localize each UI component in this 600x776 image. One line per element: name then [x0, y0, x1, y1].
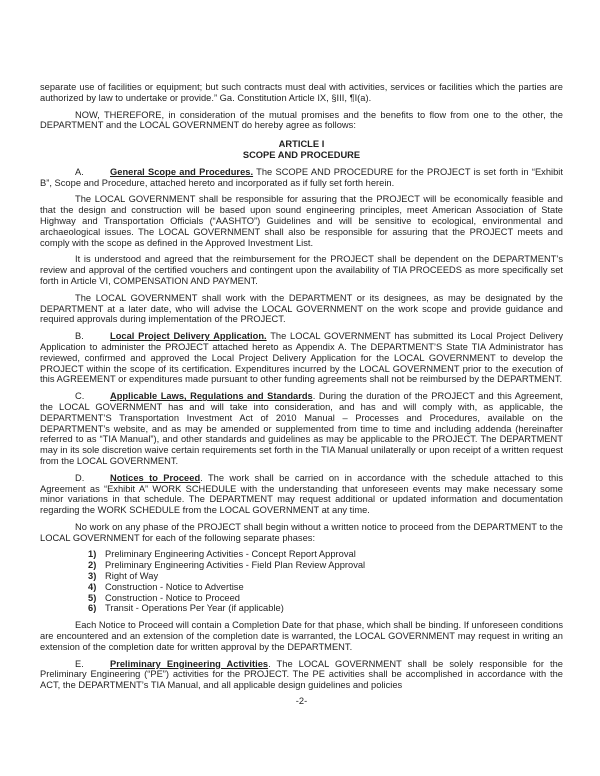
section-c-heading: Applicable Laws, Regulations and Standards — [110, 391, 313, 402]
section-a — [40, 167, 563, 189]
paragraph-reimbursement: It is understood and agreed that the reimbursement for the PROJECT shall be dependent on the DEPARTMENT’s review and approval of the certified vouchers and contingent upon the availability of TIA PROCEEDS as more specifically set forth in Article VI, COMPENSATION AND PAYMENT. — [40, 254, 563, 286]
phase-item — [88, 560, 563, 571]
paragraph-each-notice: Each Notice to Proceed will contain a Completion Date for that phase, which shall be binding. If unforeseen conditions are encountered and an extension of the completion date is warranted, the LOCAL GOVERNMENT may request in writing an extension of the completion date for written approval by the DEPARTMENT. — [40, 620, 563, 652]
phase-number: 4) — [88, 581, 97, 592]
phase-item — [88, 603, 563, 614]
phase-text: Preliminary Engineering Activities - Concept Report Approval — [105, 549, 356, 560]
section-b — [40, 331, 563, 385]
section-e — [40, 659, 563, 691]
phase-text: Construction - Notice to Advertise — [105, 581, 244, 592]
section-a-heading: General Scope and Procedures. — [110, 166, 254, 177]
article-title: ARTICLE I — [278, 139, 325, 150]
phase-item — [88, 549, 563, 560]
paragraph-no-work: No work on any phase of the PROJECT shall begin without a written notice to proceed from the DEPARTMENT to the LOCAL GOVERNMENT for each of the following separate phases: — [40, 521, 563, 543]
section-c-label: C. — [75, 391, 85, 402]
section-a-label: A. — [75, 166, 84, 177]
section-c-body: During the duration of the PROJECT and this Agreement, the LOCAL GOVERNMENT has and will take into consideration, and has and will comply with, as applicable, the DEPARTMENT’S Transportation Investment Act of 2010 Manual – Processes and Procedures, available on the DEPARTMENT’s website, and as may be amended or supplemented from time to time and including addenda (hereinafter referred to as “TIA Manual”), and other standards and guidelines as may be applicable to the PROJECT. The DEPARTMENT may in its sole discretion waive certain requirements set forth in the TIA Manual unilaterally or upon receipt of a written request from the LOCAL GOVERNMENT. — [40, 391, 563, 466]
phase-number: 3) — [88, 571, 97, 582]
paragraph-work-with: The LOCAL GOVERNMENT shall work with the DEPARTMENT or its designees, as may be designated by the DEPARTMENT at a later date, who will advise the LOCAL GOVERNMENT on the work scope and provide guidance and required approvals during implementation of the PROJECT. — [40, 292, 563, 325]
phase-number: 1) — [88, 549, 97, 560]
section-b-heading: Local Project Delivery Application. — [110, 331, 267, 342]
article-heading — [40, 139, 563, 161]
phase-list — [88, 549, 563, 614]
section-e-heading-period: . — [268, 658, 271, 669]
paragraph-now-therefore: NOW, THEREFORE, in consideration of the mutual promises and the benefits to flow from one to the other, the DEPARTMENT and the LOCAL GOVERNMENT do hereby agree as follows: — [40, 109, 563, 131]
phase-item — [88, 571, 563, 582]
page-number: -2- — [295, 696, 308, 707]
paragraph-continuation: separate use of facilities or equipment; but such contracts must deal with activities, services or facilities which the parties are authorized by law to undertake or provide.” Ga. Constitution Article IX, §III, ¶I(a). — [40, 82, 563, 103]
phase-text: Construction - Notice to Proceed — [105, 592, 240, 603]
phase-text: Transit - Operations Per Year (if applicable) — [105, 603, 284, 614]
section-b-label: B. — [75, 331, 84, 342]
section-e-heading: Preliminary Engineering Activities — [110, 658, 269, 669]
phase-item — [88, 582, 563, 593]
phase-number: 5) — [88, 592, 97, 603]
section-d-heading-period: . — [200, 472, 203, 483]
section-b-body: The LOCAL GOVERNMENT has submitted its Local Project Delivery Application to administer the PROJECT attached hereto as Appendix A. The DEPARTMENT’S State TIA Administrator has reviewed, confirmed and approved the Local Project Delivery Application for the LOCAL GOVERNMENT to develop the PROJECT within the scope of its certification. Expenditures incurred by the LOCAL GOVERNMENT prior to the execution of this AGREEMENT or expenditures made pursuant to other funding agreements shall not be reimbursed by the DEPARTMENT. — [40, 331, 563, 385]
section-d-body: The work shall be carried on in accordance with the schedule attached to this Agreement as “Exhibit A” WORK SCHEDULE with the understanding that unforeseen events may make necessary some minor variations in that schedule. The DEPARTMENT may request additional or updated information and documentation regarding the WORK SCHEDULE from the LOCAL GOVERNMENT at any time. — [40, 472, 563, 516]
section-a-body: The SCOPE AND PROCEDURE for the PROJECT is set forth in “Exhibit B”, Scope and Procedure, attached hereto and incorporated as if fully set forth herein. — [40, 166, 563, 188]
phase-number: 2) — [88, 560, 97, 571]
phase-text: Right of Way — [105, 571, 159, 582]
phase-item — [88, 593, 563, 604]
phase-text: Preliminary Engineering Activities - Field Plan Review Approval — [105, 560, 366, 571]
section-e-body: The LOCAL GOVERNMENT shall be solely responsible for the Preliminary Engineering (“PE”) activities for the PROJECT. The PE activities shall be accomplished in accordance with the ACT, the DEPARTMENT’s TIA Manual, and all applicable design guidelines and policies — [40, 658, 563, 691]
paragraph-feasible: The LOCAL GOVERNMENT shall be responsible for assuring that the PROJECT will be economically feasible and that the design and construction will be based upon sound engineering principles, meet American Association of State Highway and Transportation Officials (“AASHTO”) Guidelines and will be sensitive to ecological, environmental and archaeological issues. The LOCAL GOVERNMENT shall also be responsible for assuring that the PROJECT meets and comply with the scope as defined in the Approved Investment List. — [40, 194, 563, 248]
section-c — [40, 391, 563, 467]
section-d-heading: Notices to Proceed — [110, 472, 201, 483]
section-e-label: E. — [75, 658, 84, 669]
section-d-label: D. — [75, 472, 85, 483]
article-subtitle: SCOPE AND PROCEDURE — [242, 149, 361, 160]
section-d — [40, 473, 563, 516]
phase-number: 6) — [88, 603, 97, 614]
section-c-heading-period: . — [312, 391, 316, 402]
